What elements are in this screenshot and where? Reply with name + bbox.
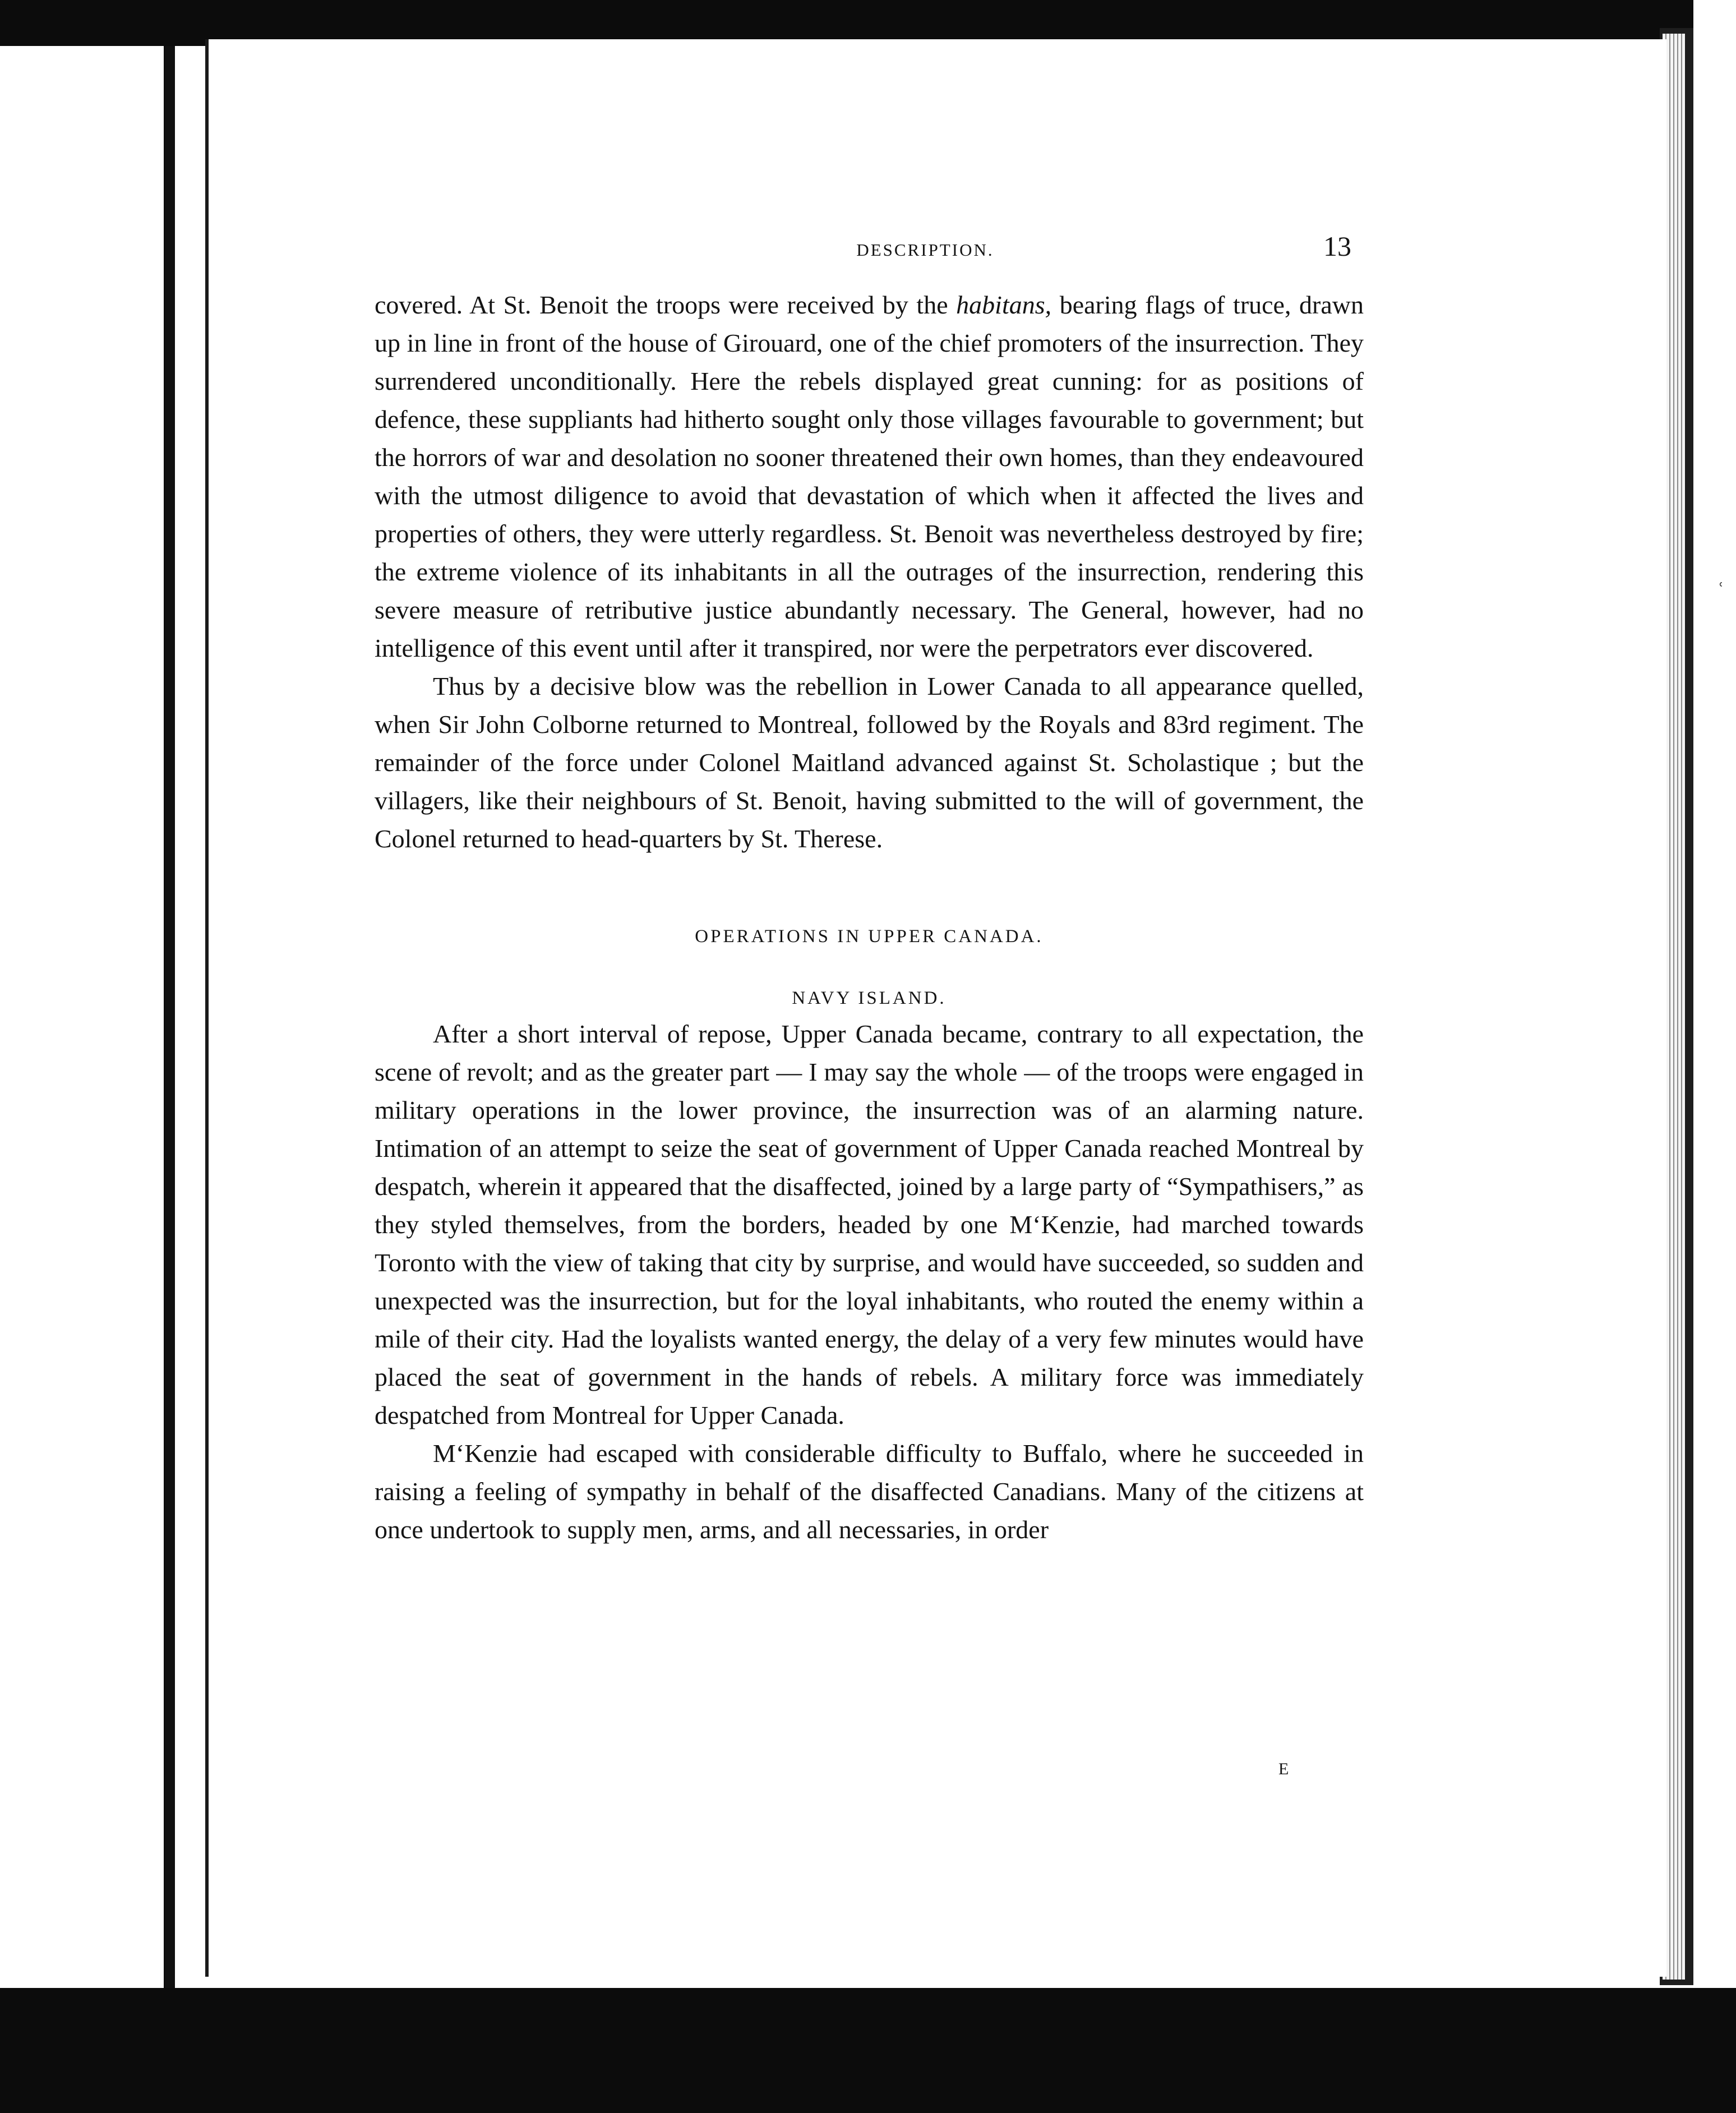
paragraph-4: M‘Kenzie had escaped with considerable difficulty to Buffalo, where he succeeded in raising a feeling of sympathy in behalf of the disaffected Canadians. Many of the citizens at once undertook to supply men, arms, and all necessaries, in order (375, 1439, 1364, 1544)
scan-bottom-border (0, 1988, 1736, 2113)
facing-page-leaf (0, 46, 164, 1988)
subsection-heading: NAVY ISLAND. (792, 988, 947, 1008)
margin-speck-mark: ʿ (1716, 578, 1724, 603)
page-number: 13 (1323, 230, 1351, 262)
paragraph-3: After a short interval of repose, Upper Canada became, contrary to all expectation, the scene of revolt; and as the greater part — I may say the whole — of the troops were engaged in military operations in the lower province, the insurrection was of an alarming nature. Intimation of an attempt to seize the seat of government of Upper Canada reached Montreal by despatch, wherein it appeared that the disaffected, joined by a large party of “Sympathisers,” as they styled themselves, from the borders, headed by one M‘Kenzie, had marched towards Toronto with the view of taking that city by surprise, and would have succeeded, so sudden and unexpected was the insurrection, but for the loyal inhabitants, who routed the enemy within a mile of their city. Had the loyalists wanted energy, the delay of a very few minutes would have placed the seat of government in the hands of rebels. A military force was immediately despatched from Montreal for Upper Canada. (375, 1019, 1364, 1429)
binding-spine (165, 46, 175, 1988)
section-heading: OPERATIONS IN UPPER CANADA. (695, 926, 1044, 947)
running-head-title: DESCRIPTION. (856, 240, 994, 260)
body-text (375, 286, 1364, 1549)
paragraph-1: covered. At St. Benoit the troops were received by the habitans, bearing flags of truce, drawn up in line in front of the house of Girouard, one of the chief promoters of the insurrection. They surrendered unconditionally. Here the rebels displayed great cunning: for as positions of defence, these suppliants had hitherto sought only those villages favourable to government; but the horrors of war and desolation no sooner threatened their own homes, than they endeavoured with the utmost diligence to avoid that devastation of which when it affected the lives and properties of others, they were utterly regardless. St. Benoit was nevertheless destroyed by fire; the extreme violence of its inhabitants in all the outrages of the insurrection, rendering this severe measure of retributive justice abundantly necessary. The General, however, had no intelligence of this event until after it transpired, nor were the perpetrators ever discovered. (375, 290, 1364, 662)
paragraph-2: Thus by a decisive blow was the rebellion in Lower Canada to all appearance quelled, when Sir John Colborne returned to Montreal, followed by the Royals and 83rd regiment. The remainder of the force under Colonel Maitland advanced against St. Scholastique ; but the villagers, like their neighbours of St. Benoit, having submitted to the will of government, the Colonel returned to head-quarters by St. Therese. (375, 672, 1364, 853)
scan-right-margin (1693, 0, 1736, 2113)
signature-mark: E (1278, 1760, 1290, 1778)
italic-term: habitans, (956, 290, 1052, 319)
